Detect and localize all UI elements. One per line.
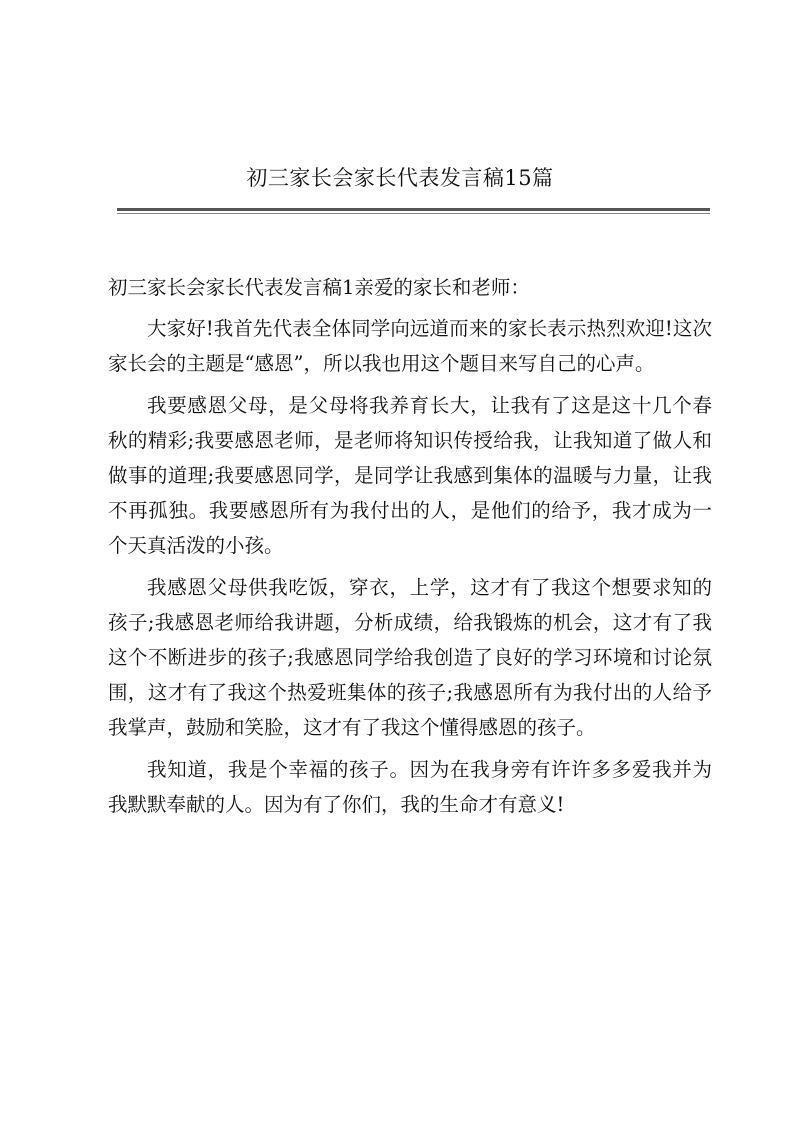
paragraph-opening: 初三家长会家长代表发言稿1亲爱的家长和老师： — [108, 276, 530, 299]
document-body — [108, 270, 712, 828]
paragraph: 大家好!我首先代表全体同学向远道而来的家长表示热烈欢迎!这次家长会的主题是“感恩”，所以我也用这个题目来写自己的心声。 — [108, 317, 712, 376]
document-title: 初三家长会家长代表发言稿15篇 — [246, 166, 554, 190]
title-divider-thin — [117, 213, 710, 214]
title-divider — [117, 208, 710, 211]
paragraph: 我知道，我是个幸福的孩子。因为在我身旁有许许多多爱我并为我默默奉献的人。因为有了你们，我的生命才有意义! — [108, 757, 712, 816]
paragraph: 我要感恩父母，是父母将我养育长大，让我有了这是这十几个春秋的精彩;我要感恩老师，是老师将知识传授给我，让我知道了做人和做事的道理;我要感恩同学，是同学让我感到集体的温暖与力量，让我不再孤独。我要感恩所有为我付出的人，是他们的给予，我才成为一个天真活泼的小孩。 — [108, 393, 712, 558]
paragraph: 我感恩父母供我吃饭，穿衣，上学，这才有了我这个想要求知的孩子;我感恩老师给我讲题，分析成绩，给我锻炼的机会，这才有了我这个不断进步的孩子;我感恩同学给我创造了良好的学习环境和讨论氛围，这才有了我这个热爱班集体的孩子;我感恩所有为我付出的人给予我掌声，鼓励和笑脸，这才有了我这个懂得感恩的孩子。 — [108, 575, 712, 740]
